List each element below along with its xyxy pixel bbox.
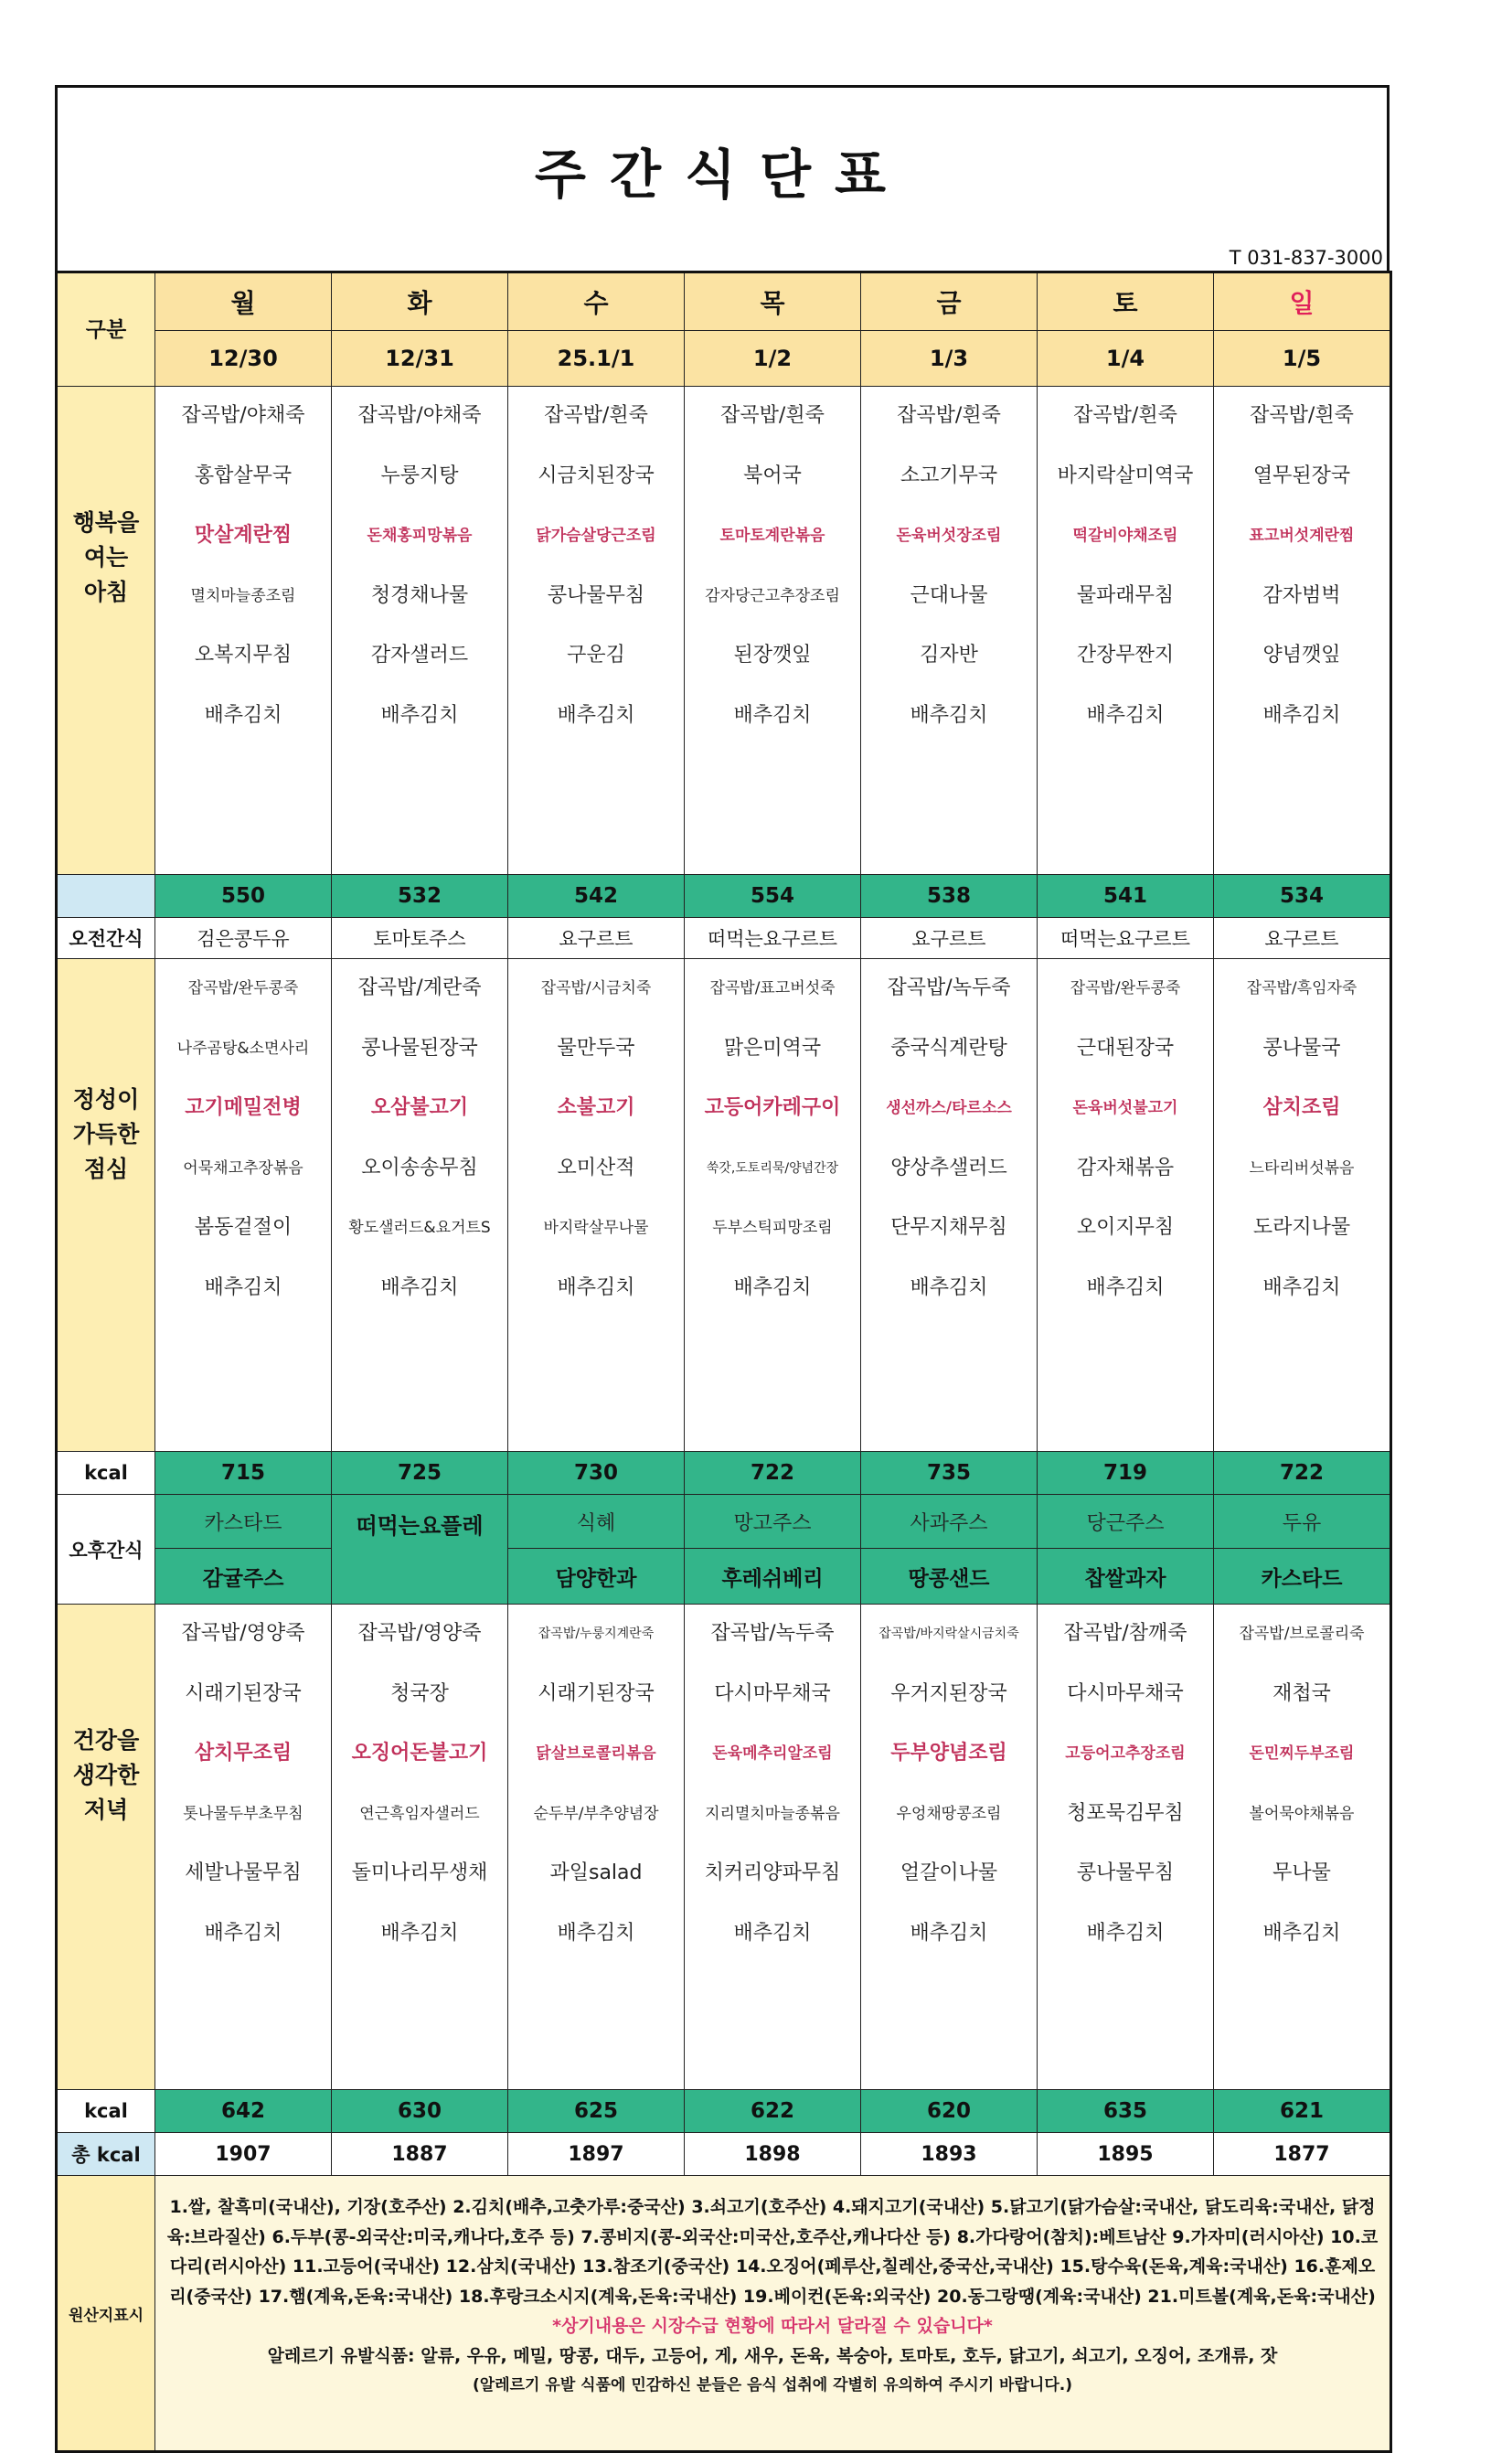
- lunch-kcal-value: 722: [1214, 1452, 1391, 1495]
- menu-item: 감자당근고추장조림: [705, 586, 840, 605]
- menu-item: 잡곡밥/흰죽: [720, 404, 825, 427]
- menu-item: 쑥갓,도토리묵/양념간장: [706, 1160, 839, 1176]
- menu-item: 잡곡밥/영양죽: [181, 1622, 305, 1645]
- menu-item: 잡곡밥/표고버섯죽: [709, 979, 836, 997]
- menu-item: 볼어묵야채볶음: [1249, 1804, 1355, 1823]
- dinner-kcal-label: kcal: [57, 2090, 155, 2133]
- menu-item: 된장깻잎: [733, 644, 812, 667]
- menu-item: 황도샐러드&요거트S: [348, 1219, 491, 1237]
- total-kcal-label: 총 kcal: [57, 2133, 155, 2176]
- date: 1/3: [861, 331, 1038, 387]
- breakfast-kcal-value: 554: [685, 875, 861, 918]
- menu-item: 맛살계란찜: [194, 524, 293, 547]
- menu-item: 배추김치: [380, 1275, 459, 1299]
- menu-item: 감자채볶음: [1076, 1156, 1175, 1179]
- menu-item: 구운김: [567, 644, 625, 667]
- allergy-list: 알레르기 유발식품: 알류, 우유, 메밀, 땅콩, 대두, 고등어, 게, 새우, 돈육, 복숭아, 토마토, 호두, 닭고기, 쇠고기, 오징어, 조개류, 잣: [267, 2345, 1278, 2366]
- menu-item: 닭가슴살당근조림: [536, 527, 656, 545]
- breakfast-kcal-label: [57, 875, 155, 918]
- dinner-kcal-value: 642: [155, 2090, 332, 2133]
- menu-item: 고기메밀전병: [185, 1096, 302, 1119]
- menu-item: 배추김치: [204, 1275, 282, 1299]
- menu-item: 고등어고추장조림: [1065, 1744, 1186, 1763]
- menu-item: 배추김치: [557, 1921, 635, 1945]
- menu-item: 오이지무침: [1076, 1216, 1175, 1239]
- menu-item: 콩나물무침: [1076, 1861, 1175, 1884]
- section-label-line: 행복을: [72, 509, 140, 536]
- menu-item: 바지락살미역국: [1057, 464, 1194, 487]
- date: 12/30: [155, 331, 332, 387]
- dinner-kcal-value: 635: [1038, 2090, 1214, 2133]
- afternoon-snack-item: 사과주스: [861, 1495, 1038, 1549]
- menu-item: 잡곡밥/계란죽: [357, 976, 482, 999]
- afternoon-snack-item: 당근주스: [1038, 1495, 1214, 1549]
- afternoon-snack-item: 카스타드: [155, 1495, 332, 1549]
- dinner-label: [57, 1605, 155, 2090]
- menu-item: 시금치된장국: [538, 464, 655, 487]
- breakfast-menu-cell: [508, 387, 685, 875]
- menu-item: 오이송송무침: [361, 1156, 478, 1179]
- lunch-label: [57, 959, 155, 1452]
- menu-item: 시래기된장국: [185, 1681, 302, 1705]
- dinner-menu-cell: [685, 1605, 861, 2090]
- origin-notice: *상기내용은 시장수급 현황에 따라서 달라질 수 있습니다*: [552, 2316, 993, 2336]
- total-kcal-value: 1895: [1038, 2133, 1214, 2176]
- origin-text: 1.쌀, 찰흑미(국내산), 기장(호주산) 2.김치(배추,고춧가루:중국산) 3.쇠고기(호주산) 4.돼지고기(국내산) 5.닭고기(닭가슴살:국내산, 닭도리육:국내산, 닭정육:브라질산) 6.두부(콩-외국산:미국,캐나다,호주 등) 7.콩비지(콩-외국산:미국산,호주산,캐나다산 등) 8.가다랑어(참치):베트남산 9.가자미(러시아산) 10.코다리(러시아산) 11.고등어(국내산) 12.삼치(국내산) 13.참조기(중국산) 14.오징어(페루산,칠레산,중국산,국내산) 15.탕수육(돈육,계육:국내산) 16.훈제오리(중국산) 17.햄(계육,돈육:국내산) 18.후랑크소시지(계육,돈육:국내산) 19.베이컨(돈육:외국산) 20.동그랑땡(계육:국내산) 21.미트볼(계육,돈육:국내산): [166, 2197, 1379, 2307]
- menu-item: 잡곡밥/참깨죽: [1063, 1622, 1187, 1645]
- date: 25.1/1: [508, 331, 685, 387]
- lunch-kcal-value: 730: [508, 1452, 685, 1495]
- menu-item: 잡곡밥/흰죽: [544, 404, 648, 427]
- morning-snack-item: 검은콩두유: [155, 918, 332, 959]
- menu-item: 떡갈비야채조림: [1072, 527, 1178, 545]
- menu-item: 잡곡밥/영양죽: [357, 1622, 482, 1645]
- date: 1/4: [1038, 331, 1214, 387]
- lunch-menu-cell: [1038, 959, 1214, 1452]
- lunch-menu-cell: [508, 959, 685, 1452]
- total-kcal-value: 1907: [155, 2133, 332, 2176]
- dinner-kcal-value: 622: [685, 2090, 861, 2133]
- menu-item: 소불고기: [557, 1096, 635, 1119]
- menu-item: 무나물: [1272, 1861, 1331, 1884]
- dinner-menu-cell: [861, 1605, 1038, 2090]
- menu-item: 청국장: [390, 1681, 449, 1705]
- afternoon-snack-item: 떠먹는요플레: [332, 1495, 508, 1605]
- menu-item: 양상추샐러드: [890, 1156, 1007, 1179]
- lunch-kcal-label: kcal: [57, 1452, 155, 1495]
- menu-item: 어묵채고추장볶음: [183, 1158, 303, 1178]
- menu-item: 배추김치: [380, 1921, 459, 1945]
- menu-item: 재첩국: [1272, 1681, 1331, 1705]
- menu-item: 잡곡밥/흰죽: [897, 404, 1001, 427]
- afternoon-snack-item: 두유: [1214, 1495, 1391, 1549]
- allergy-note: (알레르기 유발 식품에 민감하신 분들은 음식 섭취에 각별히 유의하여 주시기 바랍니다.): [473, 2376, 1072, 2394]
- menu-item: 배추김치: [1086, 1921, 1165, 1945]
- menu-item: 얼갈이나물: [900, 1861, 998, 1884]
- menu-item: 배추김치: [204, 1921, 282, 1945]
- menu-item: 배추김치: [733, 703, 812, 727]
- afternoon-snack-label: 오후간식: [57, 1495, 155, 1605]
- menu-item: 치커리양파무침: [704, 1861, 841, 1884]
- menu-item: 김자반: [920, 644, 978, 667]
- menu-item: 다시마무채국: [1067, 1681, 1184, 1705]
- phone-number: T 031-837-3000: [1229, 247, 1383, 269]
- dinner-menu-cell: [155, 1605, 332, 2090]
- menu-item: 근대나물: [910, 583, 988, 607]
- menu-item: 다시마무채국: [714, 1681, 831, 1705]
- breakfast-menu-cell: [1214, 387, 1391, 875]
- lunch-menu-cell: [155, 959, 332, 1452]
- menu-item: 잡곡밥/흰죽: [1250, 404, 1354, 427]
- section-label-line: 여는: [83, 544, 129, 571]
- menu-item: 지리멸치마늘종볶음: [705, 1804, 840, 1823]
- menu-item: 청포묵김무침: [1067, 1801, 1184, 1825]
- section-label-line: 생각한: [72, 1762, 140, 1788]
- menu-item: 배추김치: [1262, 703, 1341, 727]
- menu-item: 간장무짠지: [1076, 644, 1175, 667]
- menu-item: 잡곡밥/흑임자죽: [1246, 979, 1358, 997]
- menu-item: 배추김치: [733, 1921, 812, 1945]
- menu-item: 바지락살무나물: [543, 1219, 649, 1237]
- section-label-line: 저녁: [83, 1797, 129, 1823]
- menu-item: 양념깻잎: [1262, 644, 1341, 667]
- breakfast-kcal-value: 541: [1038, 875, 1214, 918]
- menu-item: 배추김치: [733, 1275, 812, 1299]
- lunch-kcal-value: 725: [332, 1452, 508, 1495]
- menu-item: 닭살브로콜리볶음: [536, 1744, 656, 1763]
- menu-item: 중국식계란탕: [890, 1036, 1007, 1060]
- breakfast-kcal-value: 538: [861, 875, 1038, 918]
- menu-item: 우거지된장국: [890, 1681, 1007, 1705]
- menu-item: 오삼불고기: [370, 1096, 469, 1119]
- menu-item: 물만두국: [557, 1036, 635, 1060]
- breakfast-kcal-value: 534: [1214, 875, 1391, 918]
- dinner-menu-cell: [508, 1605, 685, 2090]
- lunch-kcal-value: 735: [861, 1452, 1038, 1495]
- menu-item: 두부스틱피망조림: [712, 1219, 833, 1237]
- afternoon-snack-item: 담양한과: [508, 1549, 685, 1605]
- menu-item: 봄동겉절이: [194, 1216, 293, 1239]
- afternoon-snack-item: 식혜: [508, 1495, 685, 1549]
- menu-item: 톳나물두부초무침: [183, 1804, 303, 1823]
- menu-item: 우엉채땅콩조림: [896, 1804, 1002, 1823]
- menu-item: 잡곡밥/야채죽: [357, 404, 482, 427]
- menu-item: 배추김치: [557, 1275, 635, 1299]
- menu-item: 홍합살무국: [194, 464, 293, 487]
- menu-sheet: [55, 85, 1390, 2453]
- menu-item: 오미산적: [557, 1156, 635, 1179]
- breakfast-menu-cell: [861, 387, 1038, 875]
- dinner-menu-cell: [1038, 1605, 1214, 2090]
- menu-item: 돈육버섯불고기: [1072, 1099, 1178, 1117]
- menu-item: 돌미나리무생채: [351, 1861, 488, 1884]
- breakfast-label: [57, 387, 155, 875]
- header-label: 구분: [57, 272, 155, 387]
- section-label-line: 점심: [83, 1156, 129, 1182]
- dinner-menu-cell: [1214, 1605, 1391, 2090]
- menu-item: 시래기된장국: [538, 1681, 655, 1705]
- menu-item: 표고버섯계란찜: [1249, 527, 1355, 545]
- breakfast-kcal-value: 542: [508, 875, 685, 918]
- menu-item: 생선까스/타르소스: [886, 1099, 1012, 1117]
- afternoon-snack-item: 찹쌀과자: [1038, 1549, 1214, 1605]
- menu-item: 콩나물무침: [547, 583, 645, 607]
- breakfast-menu-cell: [332, 387, 508, 875]
- menu-item: 오복지무침: [194, 644, 293, 667]
- menu-item: 나주곰탕&소면사리: [176, 1039, 310, 1058]
- section-label-line: 아침: [83, 579, 129, 605]
- dinner-kcal-value: 621: [1214, 2090, 1391, 2133]
- menu-item: 콩나물국: [1262, 1036, 1341, 1060]
- menu-item: 잡곡밥/흰죽: [1073, 404, 1177, 427]
- menu-item: 배추김치: [1086, 703, 1165, 727]
- menu-item: 배추김치: [910, 1275, 988, 1299]
- menu-item: 배추김치: [380, 703, 459, 727]
- menu-item: 잡곡밥/완두콩죽: [1070, 979, 1181, 997]
- section-label-line: 정성이: [72, 1086, 140, 1113]
- menu-item: 오징어돈불고기: [351, 1742, 488, 1765]
- date: 1/5: [1214, 331, 1391, 387]
- total-kcal-value: 1893: [861, 2133, 1038, 2176]
- day-of-week: 일: [1214, 272, 1391, 331]
- menu-item: 잡곡밥/녹두죽: [887, 976, 1011, 999]
- origin-info: [155, 2176, 1391, 2452]
- lunch-menu-cell: [685, 959, 861, 1452]
- weekly-menu-table: [55, 271, 1392, 2453]
- breakfast-kcal-value: 550: [155, 875, 332, 918]
- day-of-week: 금: [861, 272, 1038, 331]
- day-of-week: 화: [332, 272, 508, 331]
- lunch-kcal-value: 722: [685, 1452, 861, 1495]
- menu-item: 청경채나물: [370, 583, 469, 607]
- menu-item: 잡곡밥/완두콩죽: [187, 979, 299, 997]
- menu-item: 잡곡밥/시금치죽: [540, 979, 652, 997]
- morning-snack-item: 떠먹는요구르트: [685, 918, 861, 959]
- menu-item: 맑은미역국: [723, 1036, 822, 1060]
- menu-item: 토마토계란볶음: [719, 527, 825, 545]
- dinner-kcal-value: 630: [332, 2090, 508, 2133]
- menu-item: 돈육버섯장조림: [896, 527, 1002, 545]
- menu-item: 물파래무침: [1076, 583, 1175, 607]
- menu-item: 순두부/부추양념장: [533, 1804, 659, 1823]
- afternoon-snack-item: 땅콩샌드: [861, 1549, 1038, 1605]
- morning-snack-label: 오전간식: [57, 918, 155, 959]
- menu-item: 단무지채무침: [890, 1216, 1007, 1239]
- afternoon-snack-item: 카스타드: [1214, 1549, 1391, 1605]
- afternoon-snack-item: 망고주스: [685, 1495, 861, 1549]
- total-kcal-value: 1898: [685, 2133, 861, 2176]
- day-of-week: 수: [508, 272, 685, 331]
- lunch-menu-cell: [861, 959, 1038, 1452]
- menu-item: 고등어카레구이: [704, 1096, 841, 1119]
- dinner-kcal-value: 620: [861, 2090, 1038, 2133]
- morning-snack-item: 떠먹는요구르트: [1038, 918, 1214, 959]
- menu-item: 배추김치: [204, 703, 282, 727]
- menu-item: 돈채홍피망볶음: [367, 527, 473, 545]
- afternoon-snack-item: 후레쉬베리: [685, 1549, 861, 1605]
- menu-item: 도라지나물: [1252, 1216, 1351, 1239]
- menu-item: 열무된장국: [1252, 464, 1351, 487]
- menu-item: 배추김치: [910, 703, 988, 727]
- menu-item: 북어국: [743, 464, 802, 487]
- breakfast-menu-cell: [155, 387, 332, 875]
- afternoon-snack-item: 감귤주스: [155, 1549, 332, 1605]
- section-label-line: 가득한: [72, 1121, 140, 1147]
- menu-item: 잡곡밥/누룽지계란죽: [538, 1626, 655, 1641]
- menu-item: 잡곡밥/브로콜리죽: [1239, 1625, 1365, 1643]
- menu-item: 돈민찌두부조림: [1249, 1744, 1355, 1763]
- day-of-week: 목: [685, 272, 861, 331]
- menu-item: 배추김치: [1262, 1275, 1341, 1299]
- menu-item: 연근흑임자샐러드: [359, 1804, 480, 1823]
- menu-item: 삼치무조림: [194, 1742, 293, 1765]
- morning-snack-item: 요구르트: [861, 918, 1038, 959]
- date: 12/31: [332, 331, 508, 387]
- menu-item: 배추김치: [910, 1921, 988, 1945]
- menu-item: 두부양념조림: [890, 1742, 1007, 1765]
- menu-item: 잡곡밥/바지락살시금치죽: [878, 1626, 1019, 1641]
- lunch-menu-cell: [332, 959, 508, 1452]
- total-kcal-value: 1897: [508, 2133, 685, 2176]
- date: 1/2: [685, 331, 861, 387]
- menu-item: 잡곡밥/녹두죽: [710, 1622, 835, 1645]
- menu-item: 감자샐러드: [370, 644, 469, 667]
- section-label-line: 건강을: [72, 1727, 140, 1754]
- day-of-week: 토: [1038, 272, 1214, 331]
- total-kcal-value: 1877: [1214, 2133, 1391, 2176]
- day-of-week: 월: [155, 272, 332, 331]
- total-kcal-value: 1887: [332, 2133, 508, 2176]
- morning-snack-item: 요구르트: [1214, 918, 1391, 959]
- menu-item: 돈육메추리알조림: [712, 1744, 833, 1763]
- dinner-menu-cell: [332, 1605, 508, 2090]
- page-title: 주간식단표: [534, 144, 910, 206]
- lunch-kcal-value: 719: [1038, 1452, 1214, 1495]
- menu-item: 잡곡밥/야채죽: [181, 404, 305, 427]
- menu-item: 과일salad: [549, 1861, 643, 1884]
- menu-item: 세발나물무침: [185, 1861, 302, 1884]
- breakfast-kcal-value: 532: [332, 875, 508, 918]
- breakfast-menu-cell: [1038, 387, 1214, 875]
- dinner-kcal-value: 625: [508, 2090, 685, 2133]
- lunch-menu-cell: [1214, 959, 1391, 1452]
- menu-item: 근대된장국: [1076, 1036, 1175, 1060]
- menu-item: 멸치마늘종조림: [190, 586, 296, 605]
- morning-snack-item: 요구르트: [508, 918, 685, 959]
- menu-item: 누룽지탕: [380, 464, 459, 487]
- menu-item: 삼치조림: [1262, 1096, 1341, 1119]
- menu-item: 감자범벅: [1262, 583, 1341, 607]
- menu-item: 배추김치: [557, 703, 635, 727]
- title-box: [55, 85, 1390, 271]
- morning-snack-item: 토마토주스: [332, 918, 508, 959]
- menu-item: 배추김치: [1086, 1275, 1165, 1299]
- menu-item: 콩나물된장국: [361, 1036, 478, 1060]
- breakfast-menu-cell: [685, 387, 861, 875]
- menu-item: 느타리버섯볶음: [1249, 1158, 1355, 1178]
- menu-item: 소고기무국: [900, 464, 998, 487]
- lunch-kcal-value: 715: [155, 1452, 332, 1495]
- origin-label: 원산지표시: [57, 2176, 155, 2452]
- menu-item: 배추김치: [1262, 1921, 1341, 1945]
